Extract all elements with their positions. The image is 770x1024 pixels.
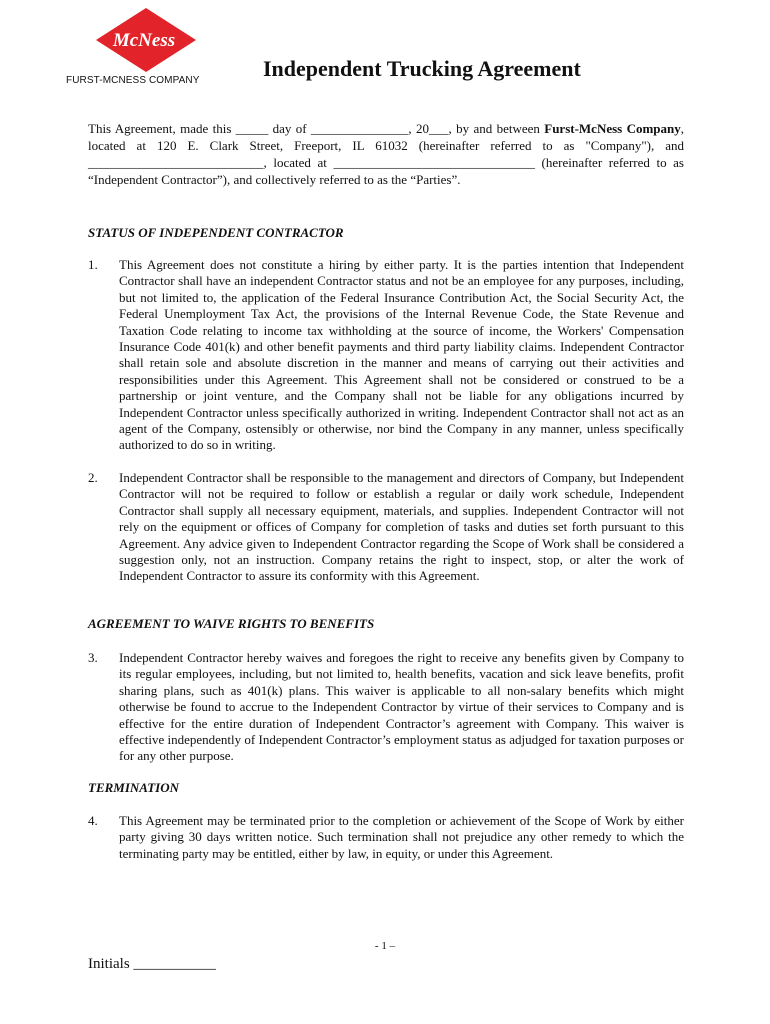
clause-text: Independent Contractor hereby waives and foregoes the right to receive any benefits given by Company to its regular employees, including, but not limited to, health benefits, vacation and sick leave benefits, profit sharing plans, such as 401(k) plans. This waiver is applicable to all non-salary benefits which might otherwise be found to accrue to the Independent Contractor by virtue of their services to Company and is effective for the entire duration of Independent Contractor’s agreement with Company. This waiver is effective independently of Independent Contractor’s employment status as adjudged for taxation purposes or for any other purpose. <box>119 650 684 764</box>
clause-text: This Agreement does not constitute a hiring by either party. It is the parties intention that Independent Contractor shall have an independent Contractor status and not be an employee for any purposes, including, but not limited to, the application of the Federal Insurance Contribution Act, the Social Security Act, the Federal Unemployment Tax Act, the provisions of the Internal Revenue Code, the State Revenue and Taxation Code relating to income tax withholding at the source of income, the Workers' Compensation Insurance Code 401(k) and other benefit payments and third party liability claims. Independent Contractor shall retain sole and absolute discretion in the manner and means of carrying out their activities and responsibilities under this Agreement. This Agreement shall not be considered or construed to be a partnership or joint venture, and the Company shall not be liable for any obligations incurred by Independent Contractor unless specifically authorized in writing. Independent Contractor shall not act as an agent of the Company, ostensibly or otherwise, nor bind the Company in any manner, unless specifically authorized to do so in writing. <box>119 257 684 453</box>
clause-number: 2. <box>88 470 98 485</box>
clause-text: Independent Contractor shall be responsible to the management and directors of Company, but Independent Contractor will not be required to follow or establish a regular or daily work schedule, Independent Contractor shall supply all necessary equipment, materials, and supplies. Independent Contractor will not rely on the equipment or offices of Company for completion of tasks and duties set forth pursuant to this Agreement. Any advice given to Independent Contractor regarding the Scope of Work shall be considered a suggestion only, not an instruction. Company retains the right to inspect, stop, or alter the work of Independent Contractor to assure its conformity with this Agreement. <box>119 470 684 584</box>
clause-number: 3. <box>88 650 98 665</box>
clause-2 <box>88 470 684 585</box>
section-heading-termination: TERMINATION <box>88 780 180 795</box>
initials-line: Initials ___________ <box>88 956 216 972</box>
page-number: - 1 – <box>374 940 396 952</box>
clause-1 <box>88 257 684 454</box>
clause-number: 1. <box>88 257 98 272</box>
section-heading-waive-benefits: AGREEMENT TO WAIVE RIGHTS TO BENEFITS <box>88 616 375 631</box>
clause-text: This Agreement may be terminated prior to the completion or achievement of the Scope of Work by either party giving 30 days written notice. Such termination shall not prejudice any other remedy to which the terminating party may be entitled, either by law, in equity, or under this Agreement. <box>119 813 684 861</box>
clause-3 <box>88 650 684 765</box>
clause-number: 4. <box>88 813 98 828</box>
intro-company-name: Furst-McNess Company <box>544 121 681 136</box>
section-heading-status: STATUS OF INDEPENDENT CONTRACTOR <box>88 225 344 240</box>
page-title: Independent Trucking Agreement <box>263 56 581 81</box>
logo-company-name: FURST-MCNESS COMPANY <box>66 75 200 86</box>
clause-4 <box>88 813 684 862</box>
logo-wordmark: McNess <box>112 30 176 51</box>
company-logo <box>64 6 224 84</box>
intro-paragraph <box>88 120 684 188</box>
intro-text-start: This Agreement, made this _____ day of _______________, 20___, by and between <box>88 121 545 136</box>
mcness-diamond-logo-icon <box>94 6 198 76</box>
intro-text-end: , located at 120 E. Clark Street, Freeport, IL 61032 (hereinafter referred to as "Company"), and ___________________________, located at _______________________________ (hereinafter referred to as “Independent Contractor”), and collectively referred to as the “Parties”. <box>88 121 685 187</box>
